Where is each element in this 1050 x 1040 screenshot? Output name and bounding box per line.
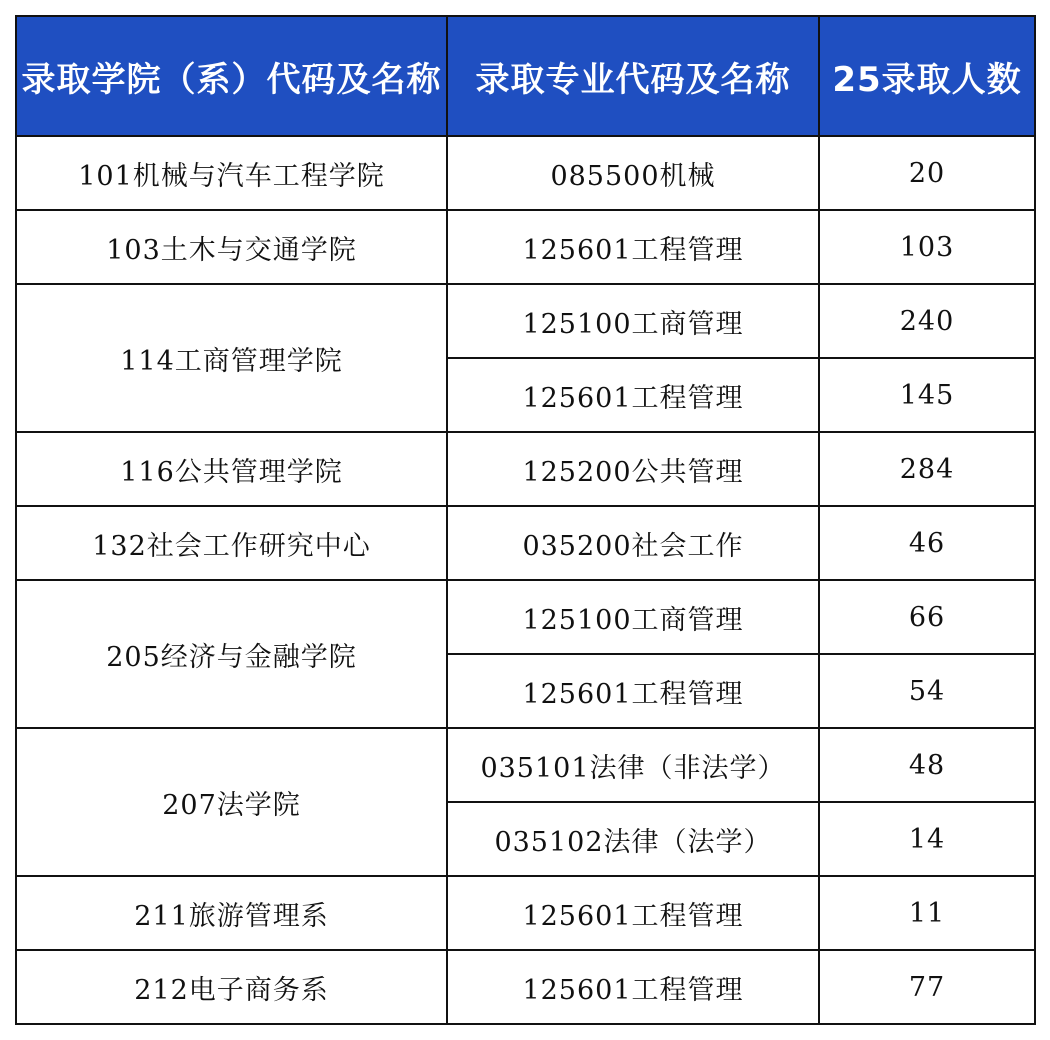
table-row bbox=[16, 876, 1035, 950]
major-cell: 085500机械 bbox=[447, 136, 819, 210]
count-cell: 54 bbox=[819, 654, 1035, 728]
count-cell: 103 bbox=[819, 210, 1035, 284]
count-cell: 14 bbox=[819, 802, 1035, 876]
table-row bbox=[16, 950, 1035, 1024]
table-body bbox=[16, 136, 1035, 1024]
major-cell: 125601工程管理 bbox=[447, 876, 819, 950]
major-cell: 035102法律（法学） bbox=[447, 802, 819, 876]
count-cell: 20 bbox=[819, 136, 1035, 210]
header-major: 录取专业代码及名称 bbox=[447, 16, 819, 136]
major-cell: 035200社会工作 bbox=[447, 506, 819, 580]
college-cell: 114工商管理学院 bbox=[16, 284, 447, 432]
major-cell: 035101法律（非法学） bbox=[447, 728, 819, 802]
major-cell: 125601工程管理 bbox=[447, 654, 819, 728]
header-row bbox=[16, 16, 1035, 136]
major-cell: 125601工程管理 bbox=[447, 210, 819, 284]
table-row bbox=[16, 136, 1035, 210]
table-row bbox=[16, 506, 1035, 580]
college-cell: 103土木与交通学院 bbox=[16, 210, 447, 284]
college-cell: 101机械与汽车工程学院 bbox=[16, 136, 447, 210]
college-cell: 211旅游管理系 bbox=[16, 876, 447, 950]
major-cell: 125200公共管理 bbox=[447, 432, 819, 506]
count-cell: 46 bbox=[819, 506, 1035, 580]
major-cell: 125100工商管理 bbox=[447, 580, 819, 654]
admission-table bbox=[15, 15, 1036, 1025]
major-cell: 125601工程管理 bbox=[447, 358, 819, 432]
count-cell: 284 bbox=[819, 432, 1035, 506]
count-cell: 11 bbox=[819, 876, 1035, 950]
count-cell: 48 bbox=[819, 728, 1035, 802]
table-row bbox=[16, 284, 1035, 358]
table-row bbox=[16, 432, 1035, 506]
college-cell: 205经济与金融学院 bbox=[16, 580, 447, 728]
major-cell: 125601工程管理 bbox=[447, 950, 819, 1024]
major-cell: 125100工商管理 bbox=[447, 284, 819, 358]
header-college: 录取学院（系）代码及名称 bbox=[16, 16, 447, 136]
count-cell: 77 bbox=[819, 950, 1035, 1024]
table-row bbox=[16, 728, 1035, 802]
count-cell: 145 bbox=[819, 358, 1035, 432]
college-cell: 212电子商务系 bbox=[16, 950, 447, 1024]
header-count: 25录取人数 bbox=[819, 16, 1035, 136]
table-row bbox=[16, 580, 1035, 654]
college-cell: 207法学院 bbox=[16, 728, 447, 876]
college-cell: 132社会工作研究中心 bbox=[16, 506, 447, 580]
count-cell: 66 bbox=[819, 580, 1035, 654]
college-cell: 116公共管理学院 bbox=[16, 432, 447, 506]
table-header bbox=[16, 16, 1035, 136]
table-row bbox=[16, 210, 1035, 284]
count-cell: 240 bbox=[819, 284, 1035, 358]
